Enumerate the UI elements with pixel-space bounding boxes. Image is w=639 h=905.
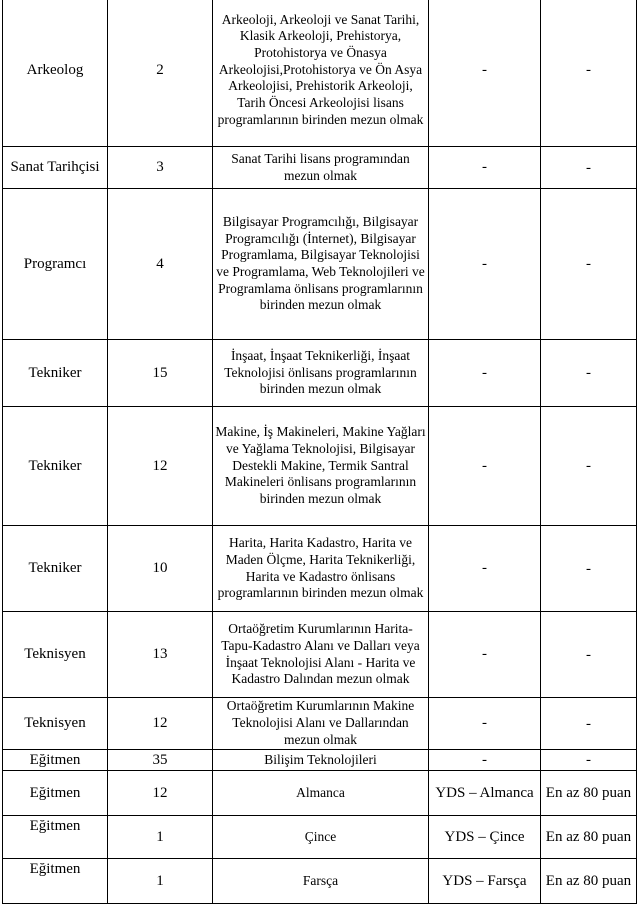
exam-type: YDS – Farsça xyxy=(429,859,541,904)
min-score: - xyxy=(541,189,637,340)
position-title: Programcı xyxy=(3,189,108,340)
position-count: 10 xyxy=(108,526,213,612)
table-row xyxy=(3,526,637,612)
position-requirement: Arkeoloji, Arkeoloji ve Sanat Tarihi, Klasik Arkeoloji, Prehistorya, Protohistorya ve Önasya Arkeolojisi,Protohistorya ve Ön Asya Arkeolojisi, Prehistorik Arkeoloji, Tarih Öncesi Arkeolojisi lisans programlarının birinden mezun olmak xyxy=(213,0,429,147)
table-row xyxy=(3,816,637,859)
position-requirement: İnşaat, İnşaat Teknikerliği, İnşaat Teknolojisi önlisans programlarının birinden mezun olmak xyxy=(213,340,429,407)
position-count: 12 xyxy=(108,771,213,816)
position-requirement: Sanat Tarihi lisans programından mezun olmak xyxy=(213,147,429,189)
table-row xyxy=(3,750,637,771)
min-score: - xyxy=(541,340,637,407)
exam-type: - xyxy=(429,147,541,189)
position-requirement: Almanca xyxy=(213,771,429,816)
exam-type: - xyxy=(429,407,541,526)
position-requirement: Ortaöğretim Kurumlarının Harita-Tapu-Kadastro Alanı ve Dalları veya İnşaat Teknolojisi Alanı - Harita ve Kadastro Dalından mezun olmak xyxy=(213,612,429,698)
position-count: 2 xyxy=(108,0,213,147)
position-count: 3 xyxy=(108,147,213,189)
position-title: Arkeolog xyxy=(3,0,108,147)
position-title: Tekniker xyxy=(3,340,108,407)
exam-type: - xyxy=(429,698,541,750)
position-count: 15 xyxy=(108,340,213,407)
exam-type: - xyxy=(429,0,541,147)
exam-type: YDS – Almanca xyxy=(429,771,541,816)
position-count: 1 xyxy=(108,816,213,859)
min-score: - xyxy=(541,407,637,526)
position-requirement: Ortaöğretim Kurumlarının Makine Teknolojisi Alanı ve Dallarından mezun olmak xyxy=(213,698,429,750)
position-title: Tekniker xyxy=(3,526,108,612)
position-title: Teknisyen xyxy=(3,698,108,750)
position-count: 13 xyxy=(108,612,213,698)
exam-type: - xyxy=(429,750,541,771)
table-row xyxy=(3,407,637,526)
table-row xyxy=(3,340,637,407)
position-requirement: Farsça xyxy=(213,859,429,904)
page xyxy=(2,0,637,904)
min-score: - xyxy=(541,750,637,771)
exam-type: - xyxy=(429,189,541,340)
position-title: Eğitmen xyxy=(3,859,108,904)
position-title: Teknisyen xyxy=(3,612,108,698)
min-score: - xyxy=(541,612,637,698)
exam-type: - xyxy=(429,612,541,698)
position-count: 12 xyxy=(108,407,213,526)
min-score: En az 80 puan xyxy=(541,859,637,904)
position-count: 1 xyxy=(108,859,213,904)
exam-type: - xyxy=(429,526,541,612)
table-row xyxy=(3,612,637,698)
position-requirement: Bilişim Teknolojileri xyxy=(213,750,429,771)
table-row xyxy=(3,189,637,340)
min-score: - xyxy=(541,147,637,189)
table-row xyxy=(3,771,637,816)
min-score: - xyxy=(541,0,637,147)
exam-type: - xyxy=(429,340,541,407)
min-score: En az 80 puan xyxy=(541,816,637,859)
position-title: Eğitmen xyxy=(3,771,108,816)
table-row xyxy=(3,698,637,750)
table-row xyxy=(3,859,637,904)
exam-type: YDS – Çince xyxy=(429,816,541,859)
position-requirement: Çince xyxy=(213,816,429,859)
min-score: - xyxy=(541,526,637,612)
min-score: En az 80 puan xyxy=(541,771,637,816)
position-count: 12 xyxy=(108,698,213,750)
table-row xyxy=(3,0,637,147)
position-title: Tekniker xyxy=(3,407,108,526)
position-title: Sanat Tarihçisi xyxy=(3,147,108,189)
table-row xyxy=(3,147,637,189)
position-title: Eğitmen xyxy=(3,750,108,771)
position-count: 4 xyxy=(108,189,213,340)
min-score: - xyxy=(541,698,637,750)
position-requirement: Harita, Harita Kadastro, Harita ve Maden Ölçme, Harita Teknikerliği, Harita ve Kadastro önlisans programlarının birinden mezun olmak xyxy=(213,526,429,612)
position-title: Eğitmen xyxy=(3,816,108,859)
position-requirement: Makine, İş Makineleri, Makine Yağları ve Yağlama Teknolojisi, Bilgisayar Destekli Makine, Termik Santral Makineleri önlisans programlarının birinden mezun olmak xyxy=(213,407,429,526)
position-requirement: Bilgisayar Programcılığı, Bilgisayar Programcılığı (İnternet), Bilgisayar Programlama, Bilgisayar Teknolojisi ve Programlama, Web Teknolojileri ve Programlama önlisans programlarının birinden mezun olmak xyxy=(213,189,429,340)
positions-table xyxy=(2,0,637,904)
position-count: 35 xyxy=(108,750,213,771)
